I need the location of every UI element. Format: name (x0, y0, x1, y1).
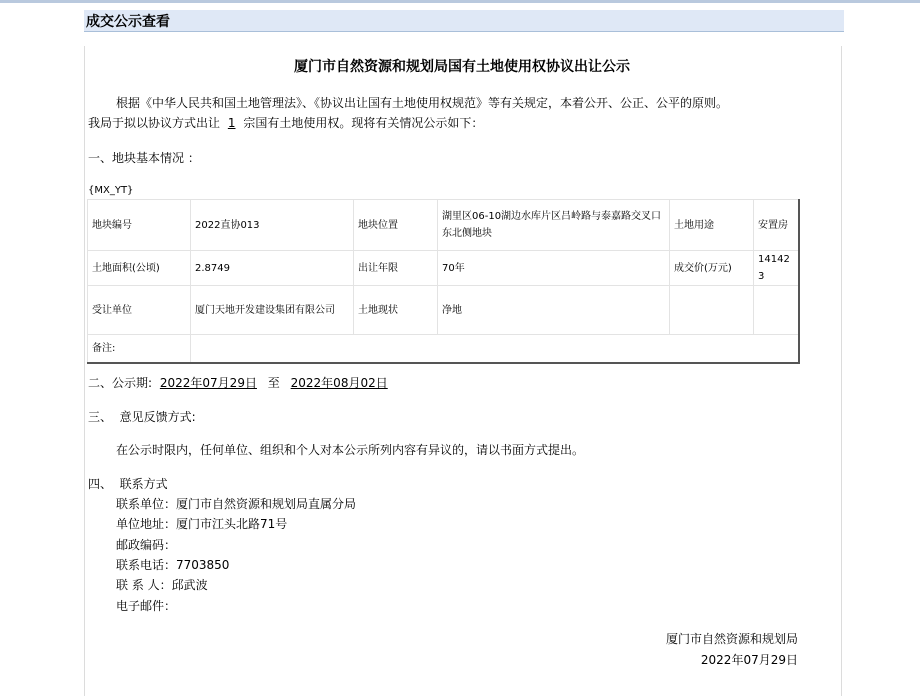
table-cell (191, 335, 799, 363)
contact-address: 单位地址：厦门市江头北路71号 (116, 517, 288, 531)
table-cell: 地块编号 (88, 200, 191, 251)
table-cell (754, 286, 799, 335)
section-2-line (88, 375, 388, 391)
table-cell: 净地 (438, 286, 670, 335)
table-cell: 土地用途 (670, 200, 754, 251)
section-4-heading: 四、 联系方式 (88, 477, 168, 491)
table-cell: 湖里区06-10湖边水库片区吕岭路与泰嘉路交叉口东北侧地块 (438, 200, 670, 251)
table-cell: 土地面积(公顷) (88, 251, 191, 286)
intro-line-1: 根据《中华人民共和国土地管理法》、《协议出让国有土地使用权规范》等有关规定，本着公开、公正、公平的原则。 (116, 96, 729, 110)
table-cell: 2022直协013 (191, 200, 354, 251)
intro-text-a: 我局于拟以协议方式出让 (88, 116, 221, 130)
table-cell: 出让年限 (354, 251, 438, 286)
section-1-heading: 一、地块基本情况 ： (88, 151, 200, 165)
table-cell: 成交价(万元) (670, 251, 754, 286)
intro-count: 1 (227, 116, 236, 130)
table-cell: 70年 (438, 251, 670, 286)
top-border (0, 0, 920, 3)
table-row (88, 251, 799, 286)
document-title: 厦门市自然资源和规划局国有土地使用权协议出让公示 (294, 59, 630, 75)
contact-person: 联 系 人：邱武波 (116, 578, 208, 592)
section-3-heading: 三、 意见反馈方式: (88, 410, 196, 424)
table-row (88, 335, 799, 363)
table-cell: 141423 (754, 251, 799, 286)
section-3-text: 在公示时限内，任何单位、组织和个人对本公示所列内容有异议的，请以书面方式提出。 (116, 443, 585, 457)
signature-date: 2022年07月29日 (700, 653, 798, 667)
page-header-title: 成交公示查看 (86, 14, 170, 30)
land-info-table (87, 199, 800, 364)
section-2-label: 二、公示期: (88, 376, 153, 390)
table-cell: 土地现状 (354, 286, 438, 335)
publicity-end-date: 2022年08月02日 (290, 376, 388, 390)
document-panel (84, 46, 842, 696)
signature-organization: 厦门市自然资源和规划局 (665, 632, 798, 646)
section-2-to: 至 (267, 376, 280, 390)
table-cell: 安置房 (754, 200, 799, 251)
contact-unit: 联系单位：厦门市自然资源和规划局直属分局 (116, 497, 357, 511)
page-header (84, 10, 844, 32)
table-cell: 地块位置 (354, 200, 438, 251)
table-cell: 2.8749 (191, 251, 354, 286)
contact-postcode: 邮政编码： (116, 538, 177, 552)
table-cell: 厦门天地开发建设集团有限公司 (191, 286, 354, 335)
table-cell (670, 286, 754, 335)
contact-email: 电子邮件： (116, 599, 177, 613)
publicity-start-date: 2022年07月29日 (159, 376, 257, 390)
table-cell: 备注: (88, 335, 191, 363)
template-tag: {MX_YT} (88, 185, 134, 196)
table-row (88, 200, 799, 251)
table-cell: 受让单位 (88, 286, 191, 335)
intro-line-2 (88, 115, 483, 131)
contact-phone: 联系电话：7703850 (116, 558, 230, 572)
intro-text-b: 宗国有土地使用权。现将有关情况公示如下： (243, 116, 484, 130)
table-row (88, 286, 799, 335)
